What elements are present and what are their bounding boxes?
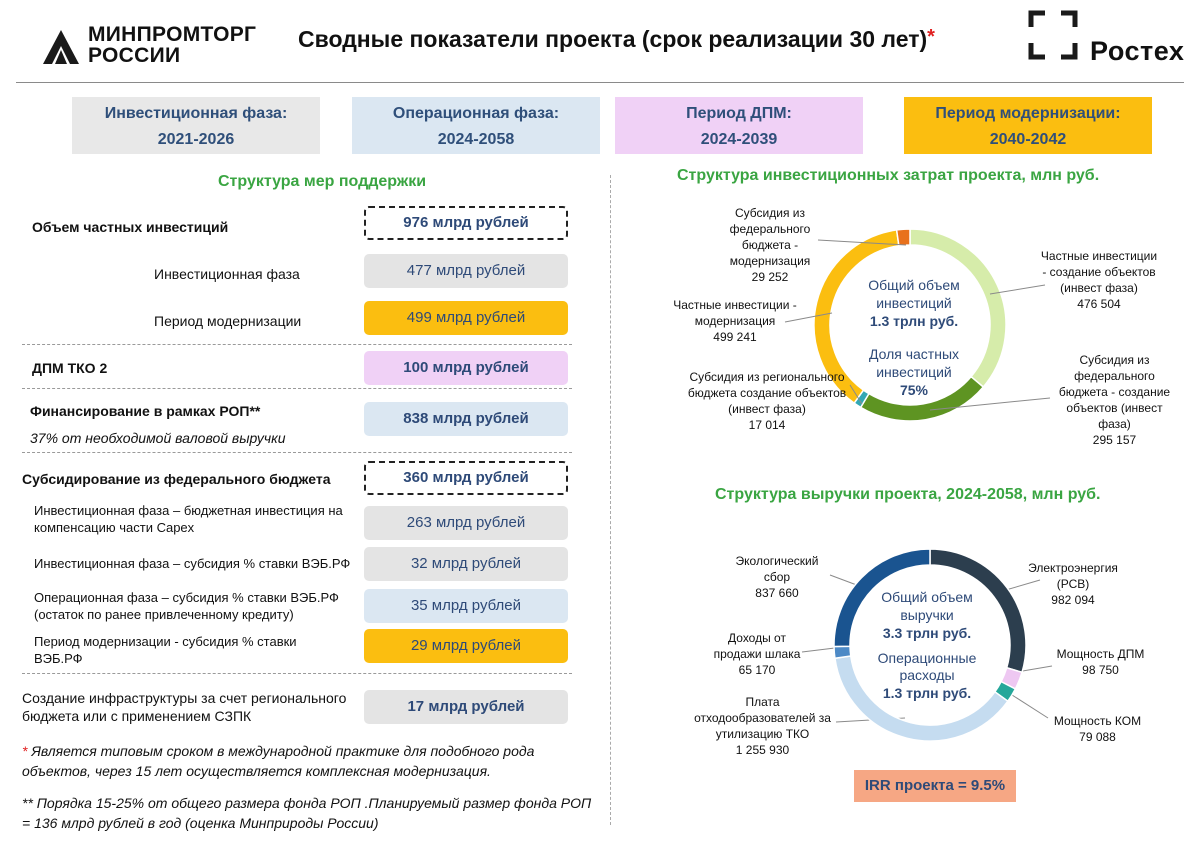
row-federal-subsidy-label: Субсидирование из федерального бюджета — [22, 471, 331, 487]
invest-chart-title: Структура инвестиционных затрат проекта, млн руб. — [677, 167, 1100, 184]
revenue-center-line: Операционные — [877, 650, 977, 666]
row-modernization-value: 499 млрд рублей — [364, 301, 568, 335]
row-infrastructure-value: 17 млрд рублей — [364, 690, 568, 724]
invest-label-federal-modern: Субсидия из федерального бюджета - модернизация 29 252 — [729, 206, 811, 284]
separator — [22, 673, 572, 674]
org-left-name: МИНПРОМТОРГ РОССИИ — [88, 23, 257, 67]
minpromtorg-emblem-icon — [42, 28, 80, 66]
row-dpm-value: 100 млрд рублей — [364, 351, 568, 385]
footnote-1-mark: * — [22, 743, 28, 759]
invest-center-line: Общий объем — [868, 277, 960, 293]
row-modern-rate-subsidy-label: Период модернизации - субсидия % ставки ВЭБ.РФ — [34, 634, 297, 666]
invest-center-line: инвестиций — [876, 295, 952, 311]
revenue-center-line: расходы — [899, 667, 955, 683]
row-private-investment-label: Объем частных инвестиций — [32, 219, 229, 235]
row-invest-phase-label: Инвестиционная фаза — [154, 266, 300, 282]
row-rop-value: 838 млрд рублей — [364, 402, 568, 436]
revenue-label-slag: Доходы от продажи шлака 65 170 — [713, 631, 801, 677]
phase-investment: Инвестиционная фаза: 2021-2026 — [72, 97, 320, 154]
revenue-center-line: выручки — [900, 607, 954, 623]
row-rop-label: Финансирование в рамках РОП** — [30, 403, 261, 419]
revenue-donut-chart — [830, 545, 1030, 745]
revenue-label-dpm: Мощность ДПМ 98 750 — [1056, 647, 1145, 677]
separator — [22, 452, 572, 453]
footnote-2: ** Порядка 15-25% от общего размера фонда РОП .Планируемый размер фонда РОП = 136 млрд рублей в год (оценка Минприроды России) — [22, 795, 592, 831]
row-budget-investment-label: Инвестиционная фаза – бюджетная инвестиция на компенсацию части Capex — [34, 503, 343, 535]
invest-slice-4 — [897, 229, 910, 246]
invest-center-share: 75% — [899, 382, 929, 398]
phase-operational: Операционная фаза: 2024-2058 — [352, 97, 600, 154]
invest-label-federal-create: Субсидия из федерального бюджета - создание объектов (инвест фаза) 295 157 — [1058, 353, 1171, 447]
phase-dpm: Период ДПМ: 2024-2039 — [615, 97, 863, 154]
revenue-label-kom: Мощность КОМ 79 088 — [1053, 714, 1142, 744]
revenue-label-eco-fee: Экологический сбор 837 660 — [735, 554, 819, 600]
page-title: Сводные показатели проекта (срок реализации 30 лет)* — [298, 26, 935, 52]
row-dpm-label: ДПМ ТКО 2 — [32, 360, 108, 376]
invest-center-total: 1.3 трлн руб. — [869, 313, 959, 329]
revenue-slice-4 — [834, 646, 851, 658]
invest-label-regional-create: Субсидия из регионального бюджета создание объектов (инвест фаза) 17 014 — [687, 370, 847, 432]
title-footnote-mark: * — [927, 26, 935, 48]
rostec-logo — [1028, 10, 1188, 70]
revenue-center-total: 3.3 трлн руб. — [882, 625, 972, 641]
revenue-center-line: Общий объем — [881, 589, 973, 605]
footnote-1: * Является типовым сроком в международной практике для подобного рода объектов, через 15 лет осуществляется комплексная модернизация. — [22, 743, 535, 779]
row-oper-rate-subsidy-value: 35 млрд рублей — [364, 589, 568, 623]
row-oper-rate-subsidy-label: Операционная фаза – субсидия % ставки ВЭБ.РФ (остаток по ранее привлеченному кредиту) — [34, 590, 339, 622]
row-modernization-label: Период модернизации — [154, 313, 302, 329]
rostec-emblem-icon — [1028, 10, 1078, 60]
support-structure-title: Структура мер поддержки — [218, 173, 427, 190]
invest-center-line: инвестиций — [876, 364, 952, 380]
revenue-center-opex: 1.3 трлн руб. — [882, 685, 972, 701]
row-invest-rate-subsidy-label: Инвестиционная фаза – субсидия % ставки ВЭБ.РФ — [34, 556, 351, 571]
row-budget-investment-value: 263 млрд рублей — [364, 506, 568, 540]
row-private-investment-value: 976 млрд рублей — [364, 206, 568, 240]
row-invest-rate-subsidy-value: 32 млрд рублей — [364, 547, 568, 581]
org-right-name: Ростех — [1090, 36, 1185, 66]
minpromtorg-logo — [42, 22, 272, 72]
header-divider — [16, 82, 1184, 83]
row-invest-phase-value: 477 млрд рублей — [364, 254, 568, 288]
row-rop-sublabel: 37% от необходимой валовой выручки — [30, 430, 286, 446]
phase-modernization: Период модернизации: 2040-2042 — [904, 97, 1152, 154]
invest-center-line: Доля частных — [868, 346, 960, 362]
irr-badge: IRR проекта = 9.5% — [854, 770, 1016, 802]
row-modern-rate-subsidy-value: 29 млрд рублей — [364, 629, 568, 663]
revenue-chart-title: Структура выручки проекта, 2024-2058, млн руб. — [715, 486, 1101, 503]
revenue-label-electricity: Электроэнергия (РСВ) 982 094 — [1028, 561, 1118, 607]
row-infrastructure-label: Создание инфраструктуры за счет регионального бюджета или с применением СЗПК — [22, 690, 347, 724]
invest-label-private-create: Частные инвестиции - создание объектов (инвест фаза) 476 504 — [1040, 249, 1158, 311]
revenue-label-waste-fee: Плата отходообразователей за утилизацию ТКО 1 255 930 — [694, 695, 831, 757]
row-federal-subsidy-value: 360 млрд рублей — [364, 461, 568, 495]
separator — [22, 344, 572, 345]
separator — [22, 388, 572, 389]
vertical-divider — [610, 175, 611, 825]
invest-label-private-modern: Частные инвестиции - модернизация 499 241 — [673, 298, 797, 344]
